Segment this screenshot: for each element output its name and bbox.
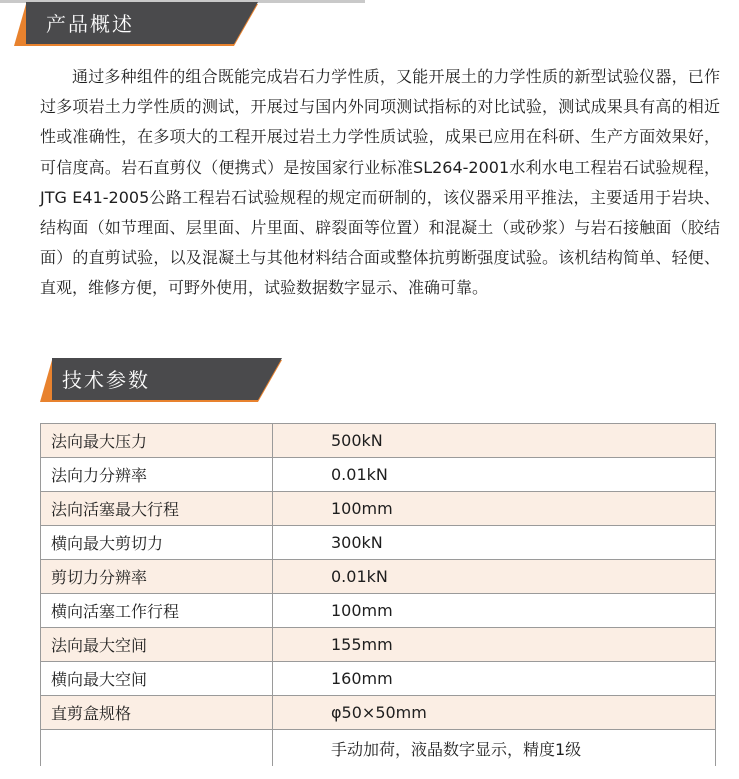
param-value: 300kN [273,526,716,560]
param-value: 155mm [273,628,716,662]
table-row [41,662,716,696]
specs-table [40,423,716,766]
param-value: 手动加荷，液晶数字显示，精度1级 [273,730,716,767]
specs-section-header [40,360,282,402]
param-name [41,730,273,767]
param-name: 横向活塞工作行程 [41,594,273,628]
table-row [41,492,716,526]
table-row [41,696,716,730]
param-value: 500kN [273,424,716,458]
param-value: 0.01kN [273,560,716,594]
param-name: 横向最大剪切力 [41,526,273,560]
param-value: φ50×50mm [273,696,716,730]
param-value: 0.01kN [273,458,716,492]
param-name: 法向力分辨率 [41,458,273,492]
table-row [41,560,716,594]
param-name: 直剪盒规格 [41,696,273,730]
table-row [41,424,716,458]
overview-paragraph: 通过多种组件的组合既能完成岩石力学性质，又能开展土的力学性质的新型试验仪器，已作过多项岩土力学性质的测试，开展过与国内外同项测试指标的对比试验，测试成果具有高的相近性或准确性，在多项大的工程开展过岩土力学性质试验，成果已应用在科研、生产方面效果好，可信度高。岩石直剪仪（便携式）是按国家行业标准SL264-2001水利水电工程岩石试验规程，JTG E41-2005公路工程岩石试验规程的规定而研制的，该仪器采用平推法，主要适用于岩块、结构面（如节理面、层里面、片里面、辟裂面等位置）和混凝土（或砂浆）与岩石接触面（胶结面）的直剪试验，以及混凝土与其他材料结合面或整体抗剪断强度试验。该机结构简单、轻便、直观，维修方便，可野外使用，试验数据数字显示、准确可靠。 [40,67,720,298]
param-name: 法向最大空间 [41,628,273,662]
param-name: 横向最大空间 [41,662,273,696]
table-row [41,526,716,560]
overview-heading: 产品概述 [46,12,134,36]
param-value: 100mm [273,492,716,526]
param-name: 法向最大压力 [41,424,273,458]
specs-heading: 技术参数 [62,368,150,392]
param-value: 160mm [273,662,716,696]
param-name: 法向活塞最大行程 [41,492,273,526]
table-row [41,730,716,767]
table-row [41,628,716,662]
table-row [41,458,716,492]
param-name: 剪切力分辨率 [41,560,273,594]
overview-section-header [14,4,258,46]
param-value: 100mm [273,594,716,628]
table-row [41,594,716,628]
